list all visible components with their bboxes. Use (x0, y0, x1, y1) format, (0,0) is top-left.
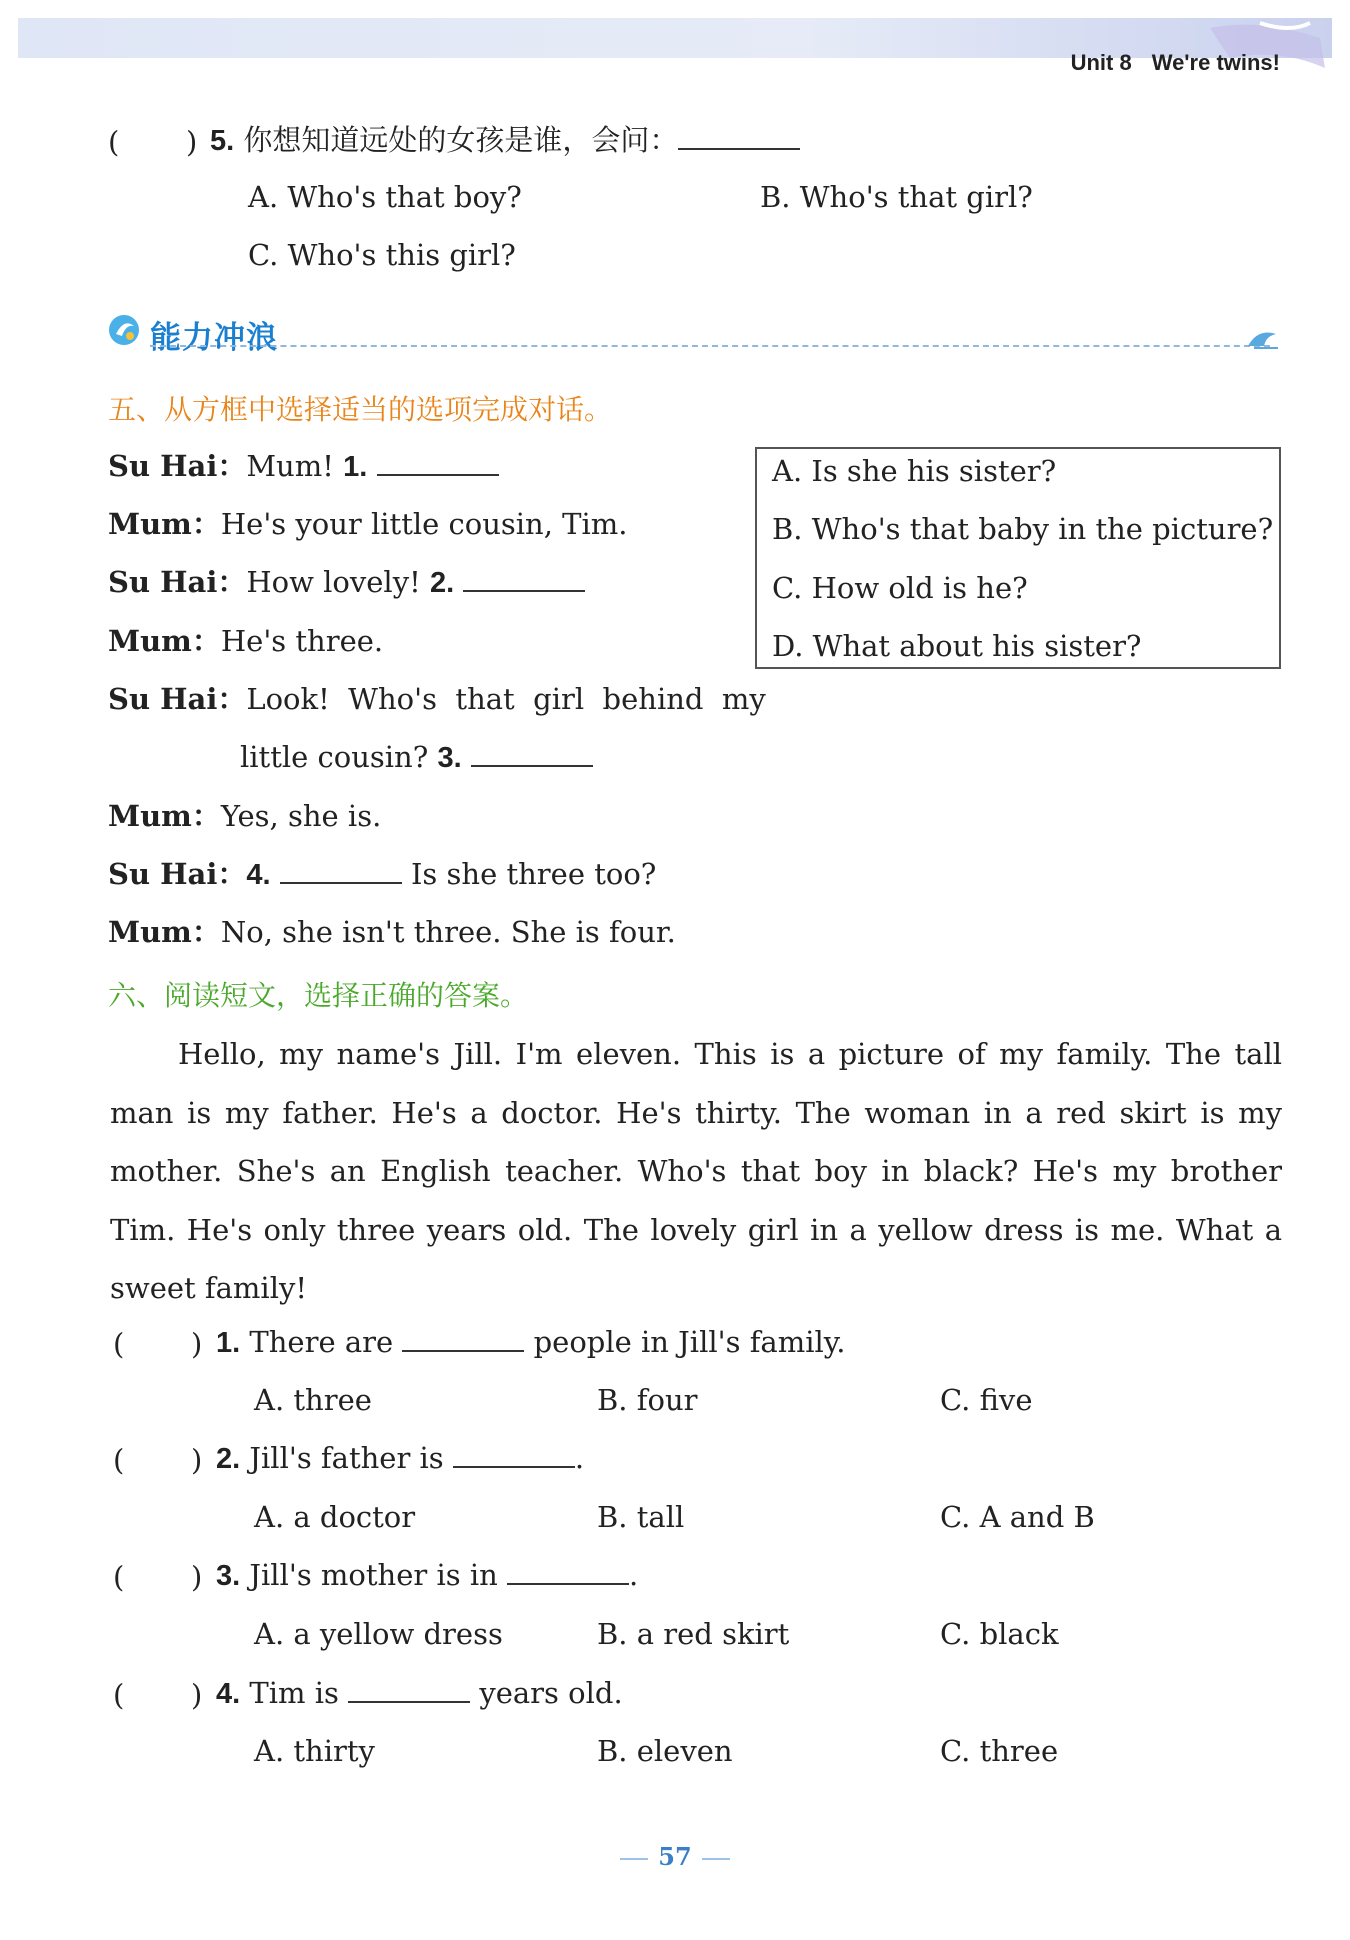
speaker: Su Hai： (108, 565, 247, 599)
answer-blank[interactable] (402, 1328, 524, 1352)
dialogue-text: Yes, she is. (220, 799, 382, 833)
speaker: Mum： (108, 799, 221, 833)
option-d: D. What about his sister? (772, 629, 1142, 663)
q2-option-b: B. tall (597, 1500, 685, 1534)
speaker: Mum： (108, 915, 221, 949)
q3-option-b: B. a red skirt (597, 1617, 790, 1651)
answer-paren-open: ( (113, 1443, 125, 1477)
dialogue-line-7 (108, 799, 382, 833)
dialogue-text: No, she isn't three. She is four. (220, 915, 676, 949)
blank-number: 3. (437, 742, 462, 774)
question-post: . (574, 1441, 585, 1475)
option-a: A. Is she his sister? (772, 454, 1057, 488)
q1-option-c: C. five (940, 1383, 1033, 1417)
q5-option-a: A. Who's that boy? (248, 180, 522, 214)
q4-option-c: C. three (940, 1734, 1059, 1768)
q1-option-b: B. four (597, 1383, 698, 1417)
question-number: 3. (216, 1560, 241, 1592)
question-number: 1. (216, 1327, 241, 1359)
dialogue-text: He's three. (220, 624, 384, 658)
dialogue-line-6 (240, 740, 593, 774)
question-number: 2. (216, 1443, 241, 1475)
dialogue-text: Look! Who's that girl behind my (246, 682, 766, 716)
unit-title (1071, 50, 1280, 76)
answer-paren-open: ( (108, 125, 120, 159)
q1-option-a: A. three (254, 1383, 372, 1417)
q2-option-c: C. A and B (940, 1500, 1095, 1534)
answer-blank[interactable] (453, 1444, 575, 1468)
q5-number: 5. (210, 125, 235, 157)
blank-number: 1. (343, 451, 368, 483)
question-2 (216, 1441, 585, 1475)
dialogue-line-9 (108, 915, 676, 949)
section-title: 能力冲浪 (150, 320, 278, 356)
q5-stem-text: 你想知道远处的女孩是谁，会问： (243, 125, 679, 157)
dialogue-line-2 (108, 507, 628, 541)
answer-blank[interactable] (377, 452, 499, 476)
speaker: Mum： (108, 507, 221, 541)
answer-blank[interactable] (678, 126, 800, 150)
answer-blank[interactable] (348, 1679, 470, 1703)
dialogue-line-1 (108, 449, 499, 483)
answer-paren-open: ( (113, 1327, 125, 1361)
blank-number: 4. (246, 859, 271, 891)
question-post: people in Jill's family. (533, 1325, 846, 1359)
dialogue-text: How lovely! (246, 565, 421, 599)
speaker: Su Hai： (108, 682, 247, 716)
question-3 (216, 1558, 639, 1592)
dialogue-line-5 (108, 682, 766, 716)
question-4 (216, 1676, 623, 1710)
answer-paren-close: ) (186, 125, 198, 159)
dialogue-line-4 (108, 624, 384, 658)
dialogue-line-3 (108, 565, 585, 599)
answer-blank[interactable] (507, 1561, 629, 1585)
answer-paren-close: ) (191, 1327, 203, 1361)
footer-rule-right (702, 1858, 730, 1860)
reading-passage: Hello, my name's Jill. I'm eleven. This is a picture of my family. The tall man is my father. He's a doctor. He's thirty. The woman in a red skirt is my mother. She's an English teacher. Who's that boy in black? He's my brother Tim. He's only three years old. The lovely girl in a yellow dress is me. What a sweet family! (110, 1037, 1282, 1305)
q5-stem (210, 126, 800, 156)
question-pre: There are (249, 1325, 394, 1359)
q3-option-c: C. black (940, 1617, 1059, 1651)
wave-icon (1246, 326, 1280, 350)
speaker: Su Hai： (108, 449, 247, 483)
question-post: years old. (479, 1676, 623, 1710)
answer-paren-open: ( (113, 1560, 125, 1594)
dialogue-text: little cousin? (240, 740, 429, 774)
question-post: . (629, 1558, 639, 1592)
task6-title: 六、阅读短文，选择正确的答案。 (108, 979, 529, 1012)
dialogue-line-8 (108, 857, 657, 891)
footer-rule-left (620, 1858, 648, 1860)
option-c: C. How old is he? (772, 571, 1028, 605)
q4-option-b: B. eleven (597, 1734, 733, 1768)
question-pre: Tim is (249, 1676, 339, 1710)
dialogue-text: Is she three too? (410, 857, 657, 891)
dialogue-text: Mum! (246, 449, 334, 483)
q4-option-a: A. thirty (254, 1734, 375, 1768)
question-number: 4. (216, 1678, 241, 1710)
question-pre: Jill's mother is in (249, 1558, 498, 1592)
section-divider (150, 345, 1270, 347)
answer-paren-open: ( (113, 1678, 125, 1712)
question-1 (216, 1325, 846, 1359)
dialogue-text: He's your little cousin, Tim. (220, 507, 628, 541)
q5-option-b: B. Who's that girl? (760, 180, 1033, 214)
unit-number: Unit 8 (1070, 50, 1132, 75)
answer-paren-close: ) (191, 1678, 203, 1712)
page-number: 57 (658, 1842, 692, 1871)
unit-name: We're twins! (1151, 50, 1280, 75)
blank-number: 2. (429, 567, 455, 599)
task5-title: 五、从方框中选择适当的选项完成对话。 (108, 393, 613, 426)
answer-blank[interactable] (463, 568, 585, 592)
page-footer (0, 1842, 1350, 1871)
answer-paren-close: ) (191, 1443, 203, 1477)
q5-option-c: C. Who's this girl? (248, 238, 516, 272)
answer-paren-close: ) (191, 1560, 203, 1594)
speaker: Su Hai： (108, 857, 247, 891)
q2-option-a: A. a doctor (254, 1500, 416, 1534)
question-pre: Jill's father is (249, 1441, 444, 1475)
answer-blank[interactable] (471, 743, 593, 767)
option-b: B. Who's that baby in the picture? (772, 512, 1274, 546)
q3-option-a: A. a yellow dress (254, 1617, 503, 1651)
surf-section-icon (106, 312, 142, 348)
answer-blank[interactable] (280, 860, 402, 884)
speaker: Mum： (108, 624, 221, 658)
